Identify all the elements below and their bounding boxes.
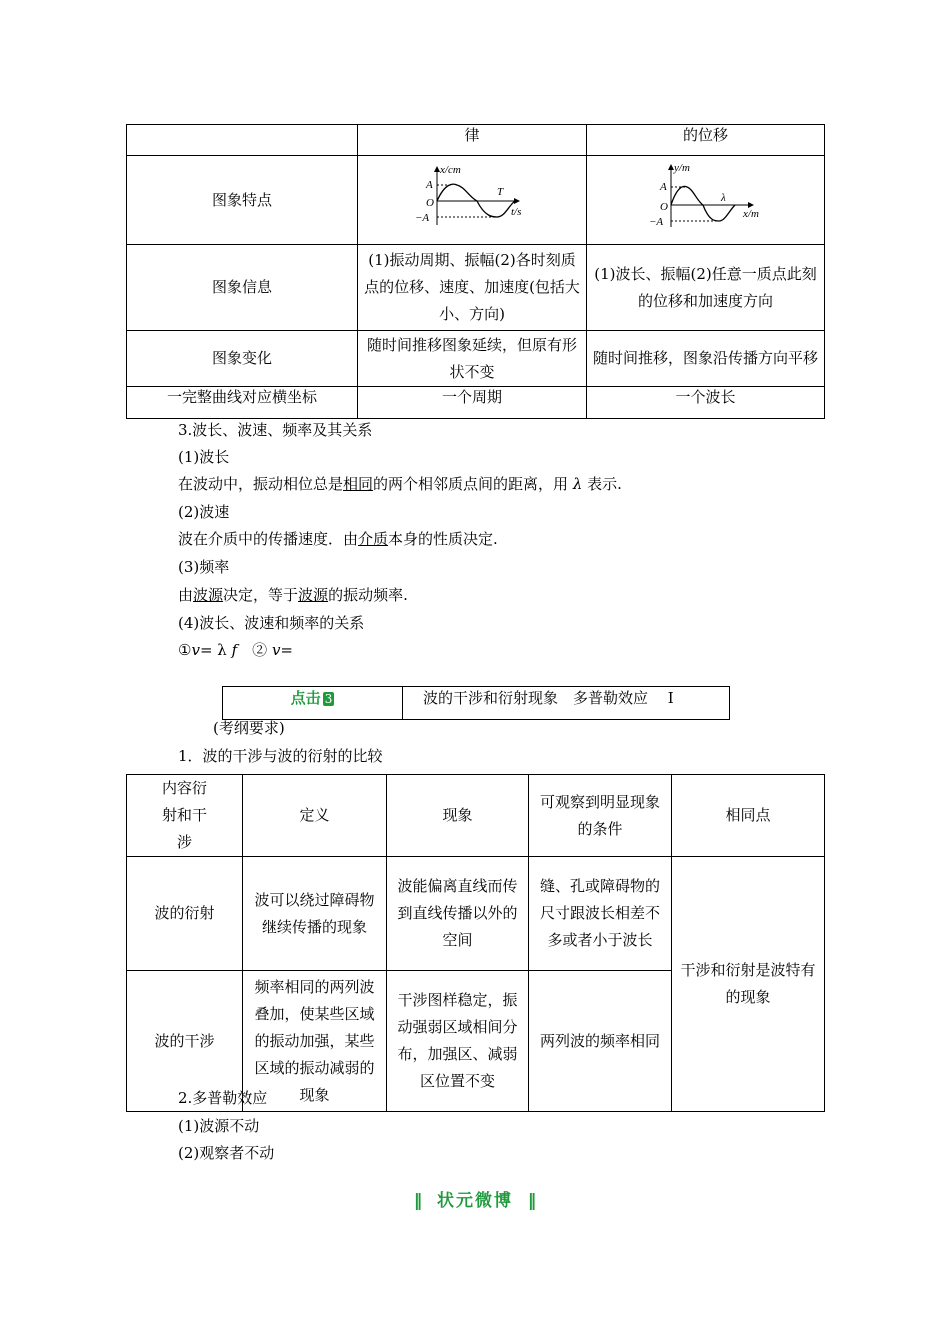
- table-cell: 一个波长: [587, 387, 825, 419]
- table-cell: (1)波长、振幅(2)任意一质点此刻的位移和加速度方向: [587, 245, 825, 331]
- section-heading: 2.多普勒效应: [178, 1089, 268, 1107]
- row-label: 波的干涉: [127, 971, 243, 1112]
- header-cell: 可观察到明显现象的条件: [529, 775, 672, 857]
- table-row: [127, 387, 825, 419]
- table-cell: 随时间推移，图象沿传播方向平移: [587, 331, 825, 387]
- table-row: [127, 156, 825, 245]
- row-label: 图象特点: [127, 156, 358, 245]
- header-cell: 定义: [243, 775, 387, 857]
- formula-line: ①v= λ f ② v=: [178, 641, 293, 659]
- point-title: 波的干涉和衍射现象 多普勒效应 Ⅰ: [423, 689, 674, 707]
- wavelength-label: λ: [720, 191, 726, 204]
- paragraph: 波在介质中的传播速度．由介质本身的性质决定.: [178, 530, 498, 548]
- table-cell: 律: [358, 125, 587, 156]
- note-text: (考纲要求): [213, 719, 285, 737]
- neg-amplitude-label: −A: [415, 211, 430, 224]
- origin-label: O: [659, 200, 668, 213]
- table-row: [127, 245, 825, 331]
- origin-label: O: [426, 196, 434, 209]
- row-label: 一完整曲线对应横坐标: [127, 387, 358, 419]
- paragraph: (2)观察者不动: [178, 1144, 275, 1162]
- subheading: (3)频率: [178, 558, 230, 576]
- symbol: λ: [572, 475, 583, 493]
- underlined-term: 介质: [358, 530, 389, 548]
- subheading: (1)波长: [178, 448, 230, 466]
- paragraph: (1)波源不动: [178, 1117, 260, 1135]
- neg-amplitude-label: −A: [648, 215, 663, 228]
- footer-title: 状元微博: [437, 1191, 513, 1211]
- wave-graph: [641, 161, 771, 231]
- underlined-term: 波源: [193, 586, 224, 604]
- table-row: [127, 125, 825, 156]
- vibration-graph-cell: [358, 156, 587, 245]
- point-number-badge: 3: [324, 692, 333, 706]
- subheading: (2)波速: [178, 503, 230, 521]
- amplitude-label: A: [426, 178, 433, 191]
- footer-banner: [0, 1186, 950, 1211]
- table-cell: 干涉图样稳定，振动强弱区域相间分布，加强区、减弱区位置不变: [387, 971, 529, 1112]
- section-heading: 3.波长、波速、频率及其关系: [178, 421, 373, 439]
- wave-graph-cell: [587, 156, 825, 245]
- wave-vs-vibration-table: [126, 124, 825, 419]
- vibration-graph: [407, 163, 537, 229]
- subheading: (4)波长、波速和频率的关系: [178, 614, 365, 632]
- paragraph: 由波源决定，等于波源的振动频率.: [178, 586, 408, 604]
- table-row: [127, 775, 825, 857]
- common-cell: 干涉和衍射是波特有的现象: [672, 857, 825, 1112]
- point-header-box: [222, 686, 730, 720]
- bar-icon-left: ‖: [413, 1191, 423, 1211]
- header-cell: 相同点: [672, 775, 825, 857]
- point-label-cell: [223, 687, 403, 719]
- row-label: 图象变化: [127, 331, 358, 387]
- header-cell: 内容衍射和干涉: [127, 775, 243, 857]
- y-axis-label: y/m: [673, 161, 690, 174]
- row-label: 波的衍射: [127, 857, 243, 971]
- paragraph: 在波动中，振动相位总是相同的两个相邻质点间的距离，用 λ 表示.: [178, 475, 622, 493]
- underlined-term: 波源: [298, 586, 329, 604]
- amplitude-label: A: [659, 180, 667, 193]
- section-heading: 1．波的干涉与波的衍射的比较: [178, 747, 383, 765]
- table-cell: 随时间推移图象延续，但原有形状不变: [358, 331, 587, 387]
- interference-diffraction-table: [126, 774, 825, 1112]
- table-cell: 的位移: [587, 125, 825, 156]
- x-axis-label: x/m: [742, 207, 759, 220]
- table-cell: [127, 125, 358, 156]
- underlined-term: 相同: [343, 475, 374, 493]
- y-axis-label: x/cm: [440, 163, 461, 176]
- table-cell: 波能偏离直线而传到直线传播以外的空间: [387, 857, 529, 971]
- header-cell: 现象: [387, 775, 529, 857]
- table-cell: (1)振动周期、振幅(2)各时刻质点的位移、速度、加速度(包括大小、方向): [358, 245, 587, 331]
- point-label: 点击: [290, 689, 321, 707]
- table-cell: 缝、孔或障碍物的尺寸跟波长相差不多或者小于波长: [529, 857, 672, 971]
- table-row: [127, 857, 825, 971]
- table-cell: 两列波的频率相同: [529, 971, 672, 1112]
- table-row: [127, 331, 825, 387]
- bar-icon-right: ‖: [527, 1191, 537, 1211]
- row-label: 图象信息: [127, 245, 358, 331]
- table-cell: 频率相同的两列波叠加，使某些区域的振动加强，某些区域的振动减弱的现象: [243, 971, 387, 1112]
- table-cell: 波可以绕过障碍物继续传播的现象: [243, 857, 387, 971]
- table-cell: 一个周期: [358, 387, 587, 419]
- period-label: T: [497, 185, 504, 198]
- x-axis-label: t/s: [511, 205, 522, 218]
